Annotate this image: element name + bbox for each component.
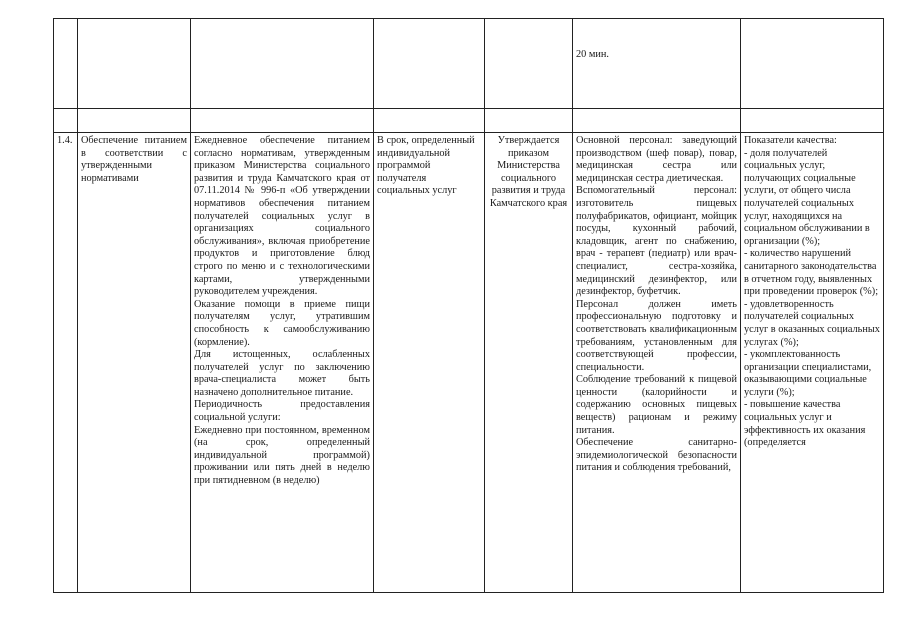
description-paragraph: Для истощенных, ослабленных получателей услуг по заключению врача-специалиста может быть назначено дополнительное питание. <box>194 349 370 398</box>
table-cell <box>374 19 485 109</box>
indicator-line: - доля получателей социальных услуг, получающих социальные услуги, от общего числа получателей социальных услуг, находящихся на социальном обслуживании в организации (%); <box>744 147 870 247</box>
service-cost: Утверждается приказом Министерства социального развития и труда Камчатского края <box>485 133 573 593</box>
table-cell <box>78 19 191 109</box>
description-paragraph: Ежедневное обеспечение питанием согласно нормативам, утвержденным приказом Министерства социального развития и труда Камчатского края от 07.11.2014 № 996-п «Об утверждении нормативов обеспечения питанием получателей социальных услуг в организациях социального обслуживания», включая приобретение продуктов и приготовление блюд строго по меню и с технологическими картами, утвержденными руководителем учреждения. <box>194 135 370 298</box>
conditions-paragraph: Персонал должен иметь профессиональную подготовку и соответствовать квалификационным требованиям, установленным для соответствующей профессии, специальности. <box>576 298 737 373</box>
table-cell <box>54 19 78 109</box>
services-table <box>53 18 884 593</box>
table-row-spacer <box>54 109 884 133</box>
conditions-paragraph: Основной персонал: заведующий производством (шеф повар), повар, медицинская сестра или медицинская сестра диетическая. <box>576 135 737 184</box>
indicator-line: - укомплектованность организации специалистами, оказывающими социальные услуги (%); <box>744 349 872 398</box>
conditions-paragraph: Обеспечение санитарно-эпидемиологической безопасности питания и соблюдения требований, <box>576 437 737 474</box>
service-term: В срок, определенный индивидуальной программой получателя социальных услуг <box>374 133 485 593</box>
indicator-line: Показатели качества: <box>744 135 837 146</box>
service-number: 1.4. <box>54 133 78 593</box>
conditions-paragraph: Вспомогательный персонал: изготовитель пищевых полуфабрикатов, официант, мойщик посуды, кухонный рабочий, кладовщик, агент по снабжению, врач - терапевт (педиатр) или врач-специалист, сестра-хозяйка, медицинский дезинфектор, или дезинфектор, буфетчик. <box>576 185 737 298</box>
indicator-line: - повышение качества социальных услуг и эффективность их оказания (определяется <box>744 399 866 449</box>
conditions-paragraph: Соблюдение требований к пищевой ценности (калорийности и содержанию основных пищевых веществ) рационам и режиму питания. <box>576 374 737 436</box>
service-name: Обеспечение питанием в соответствии с утвержденными нормативами <box>78 133 191 593</box>
table-row <box>54 133 884 593</box>
description-paragraph: Ежедневно при постоянном, временном (на срок, определенный индивидуальной программой) проживании или пять дней в неделю при пятидневном (в неделю) <box>194 424 370 487</box>
table-cell <box>191 19 374 109</box>
table-cell <box>485 19 573 109</box>
service-conditions <box>573 133 741 593</box>
table-row <box>54 19 884 109</box>
indicator-line: - удовлетворенность получателей социальных услуг в оказанных социальных услугах (%); <box>744 298 880 348</box>
table-cell <box>573 19 741 109</box>
description-paragraph: Оказание помощи в приеме пищи получателям услуг, утратившим способность к самообслуживанию (кормление). <box>194 298 370 348</box>
service-description <box>191 133 374 593</box>
table-cell <box>741 19 884 109</box>
duration-text: 20 мин. <box>576 49 609 60</box>
indicator-line: - количество нарушений санитарного законодательства в отчетном году, выявленных при проведении проверок (%); <box>744 248 879 298</box>
quality-indicators <box>741 133 884 593</box>
description-paragraph: Периодичность предоставления социальной услуги: <box>194 399 370 424</box>
